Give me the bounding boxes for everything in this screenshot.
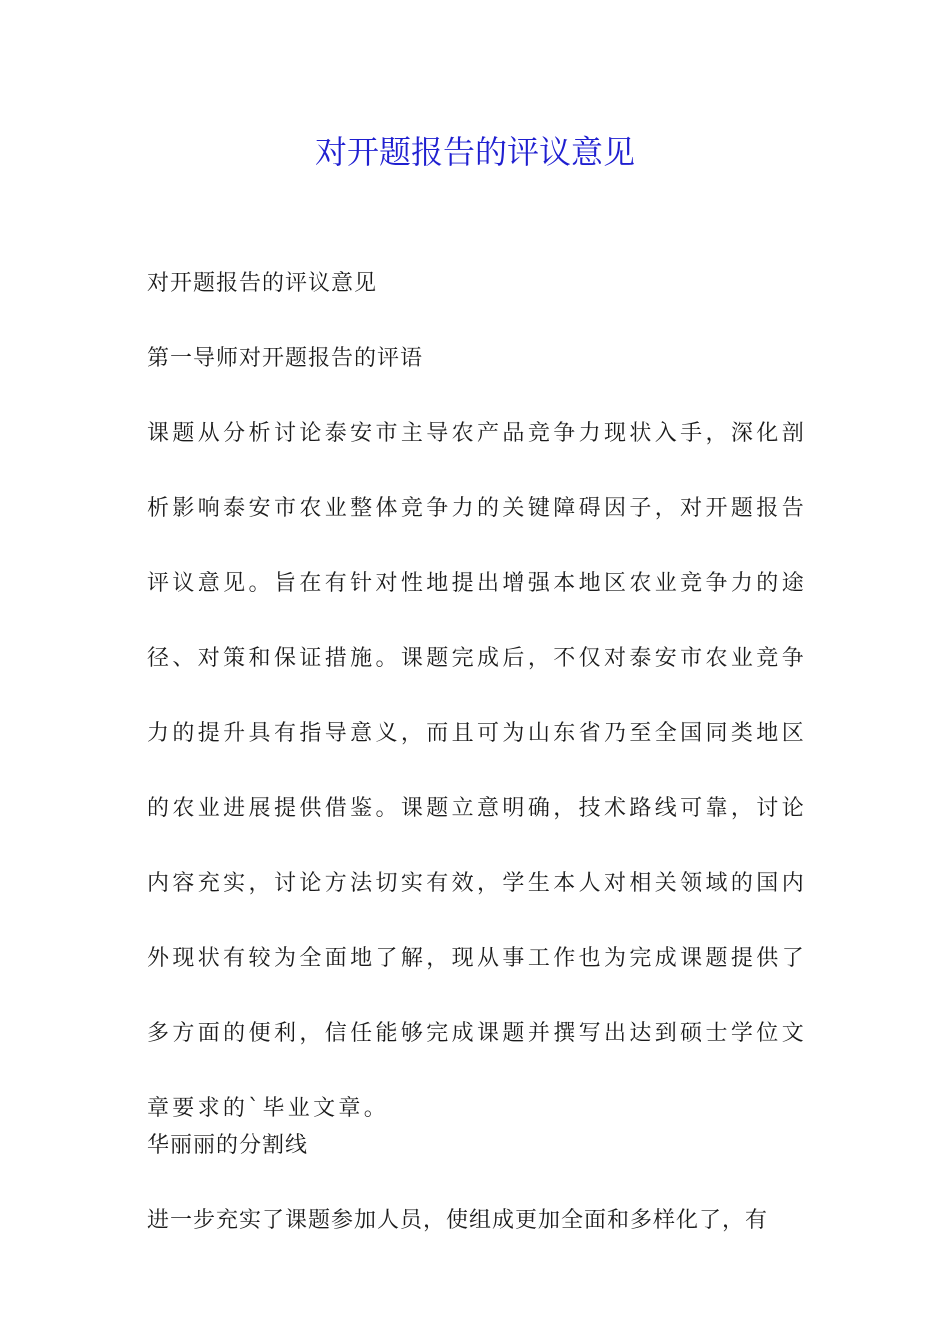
paragraph-heading: 对开题报告的评议意见 (147, 271, 378, 296)
document-body (147, 265, 807, 1277)
document-title: 对开题报告的评议意见 (314, 133, 635, 171)
paragraph-divider-text: 华丽丽的分割线 (147, 1133, 309, 1158)
paragraph-continuation: 进一步充实了课题参加人员，使组成更加全面和多样化了，有 (147, 1208, 769, 1233)
paragraph-subheading: 第一导师对开题报告的评语 (147, 346, 424, 371)
paragraph-evaluation: 课题从分析讨论泰安市主导农产品竞争力现状入手，深化剖析影响泰安市农业整体竞争力的关键障碍因子，对开题报告评议意见。旨在有针对性地提出增强本地区农业竞争力的途径、对策和保证措施。课题完成后，不仅对泰安市农业竞争力的提升具有指导意义，而且可为山东省乃至全国同类地区的农业进展提供借鉴。课题立意明确，技术路线可靠，讨论内容充实，讨论方法切实有效，学生本人对相关领域的国内外现状有较为全面地了解，现从事工作也为完成课题提供了多方面的便利，信任能够完成课题并撰写出达到硕士学位文章要求的`毕业文章。 (147, 421, 807, 1121)
